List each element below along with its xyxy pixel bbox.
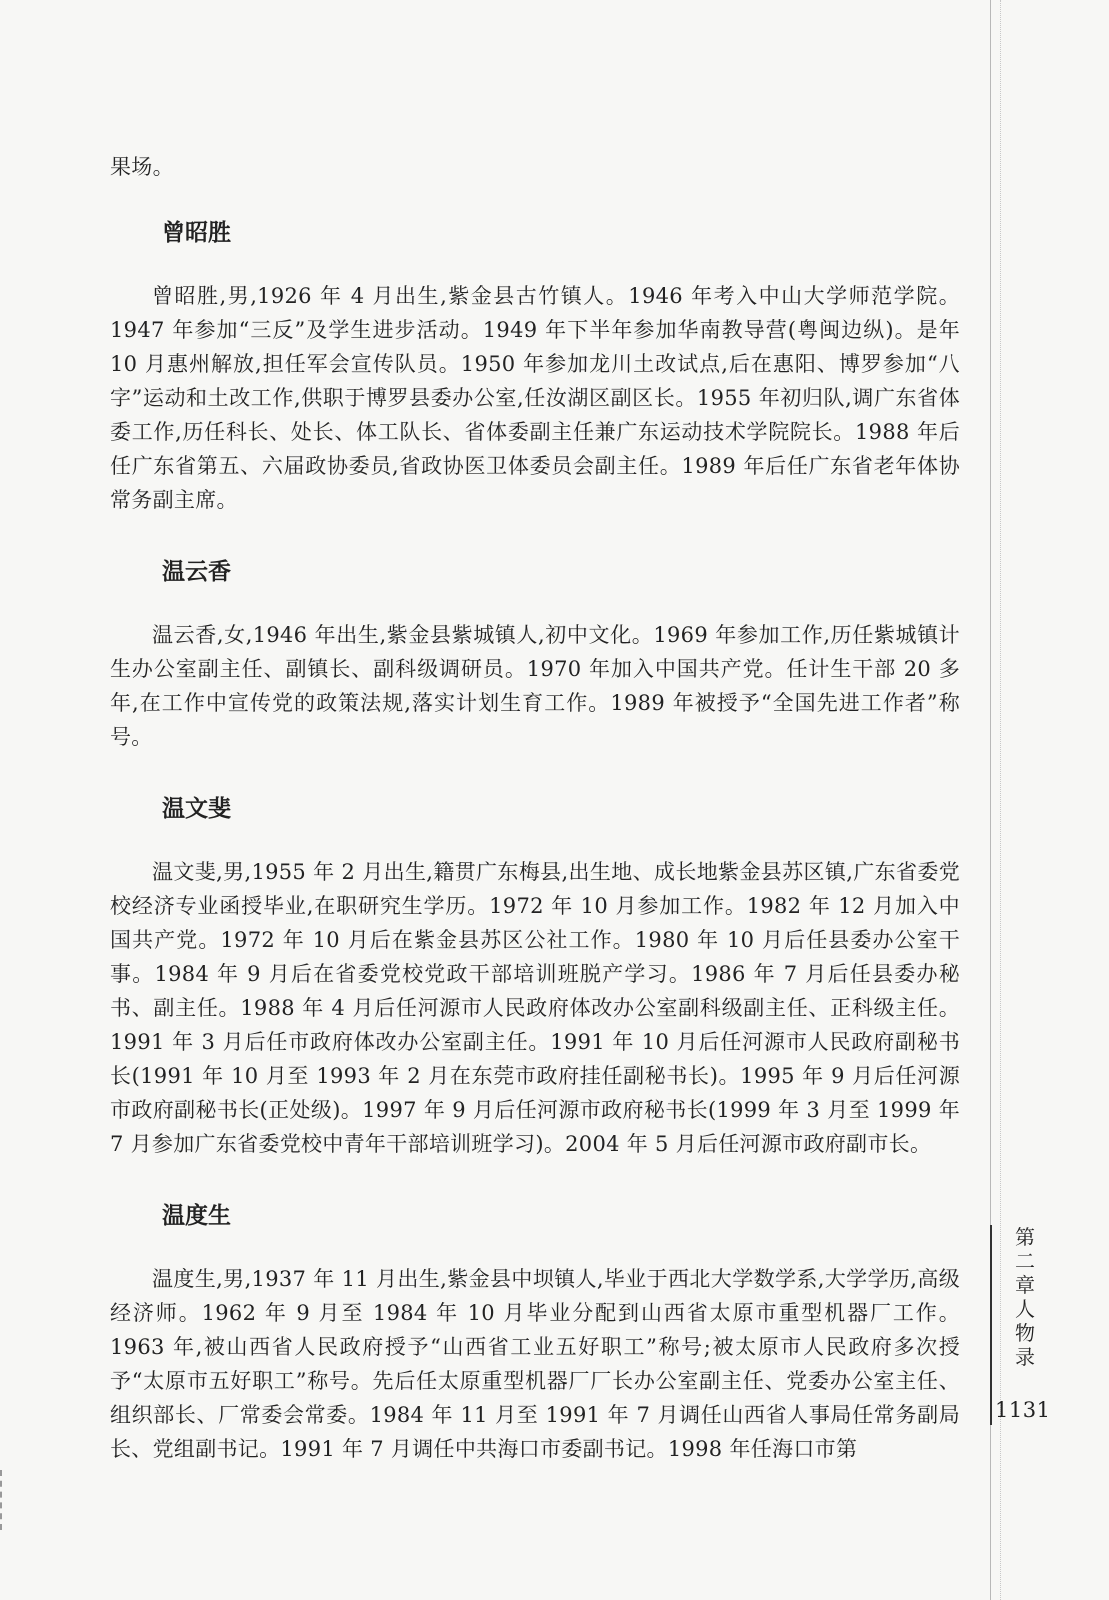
scan-artifact: [0, 1470, 6, 1530]
section-body-zeng-zhaosheng: 曾昭胜,男,1926 年 4 月出生,紫金县古竹镇人。1946 年考入中山大学师范学院。1947 年参加“三反”及学生进步活动。1949 年下半年参加华南教导营(粤闽边纵)。是年 10 月惠州解放,担任军会宣传队员。1950 年参加龙川土改试点,后在惠阳、博罗参加“八字”运动和土改工作,供职于博罗县委办公室,任汝湖区副区长。1955 年初归队,调广东省体委工作,历任科长、处长、体工队长、省体委副主任兼广东运动技术学院院长。1988 年后任广东省第五、六届政协委员,省政协医卫体委员会副主任。1989 年后任广东省老年体协常务副主席。: [110, 284, 960, 512]
page-number: 1131: [995, 1398, 1051, 1422]
section-heading-wen-wenfei: 温文斐: [162, 796, 231, 822]
section-body-wen-dusheng: 温度生,男,1937 年 11 月出生,紫金县中坝镇人,毕业于西北大学数学系,大学学历,高级经济师。1962 年 9 月至 1984 年 10 月毕业分配到山西省太原市重型机器厂工作。1963 年,被山西省人民政府授予“山西省工业五好职工”称号;被太原市人民政府多次授予“太原市五好职工”称号。先后任太原重型机器厂厂长办公室副主任、党委办公室主任、组织部长、厂常委会常委。1984 年 11 月至 1991 年 7 月调任山西省人事局任常务副局长、党组副书记。1991 年 7 月调任中共海口市委副书记。1998 年任海口市第: [110, 1267, 960, 1461]
section-heading-wen-dusheng: 温度生: [162, 1203, 231, 1229]
section-body-wen-yunxiang: 温云香,女,1946 年出生,紫金县紫城镇人,初中文化。1969 年参加工作,历任紫城镇计生办公室副主任、副镇长、副科级调研员。1970 年加入中国共产党。任计生干部 20 多年,在工作中宣传党的政策法规,落实计划生育工作。1989 年被授予“全国先进工作者”称号。: [110, 623, 960, 749]
chapter-label: 第二章 人物录: [1015, 1225, 1035, 1369]
section-body-wen-wenfei: 温文斐,男,1955 年 2 月出生,籍贯广东梅县,出生地、成长地紫金县苏区镇,广东省委党校经济专业函授毕业,在职研究生学历。1972 年 10 月参加工作。1982 年 12 月加入中国共产党。1972 年 10 月后在紫金县苏区公社工作。1980 年 10 月后任县委办公室干事。1984 年 9 月后在省委党校党政干部培训班脱产学习。1986 年 7 月后任县委办秘书、副主任。1988 年 4 月后任河源市人民政府体改办公室副科级副主任、正科级主任。1991 年 3 月后任市政府体改办公室副主任。1991 年 10 月后任河源市人民政府副秘书长(1991 年 10 月至 1993 年 2 月在东莞市政府挂任副秘书长)。1995 年 9 月后任河源市政府副秘书长(正处级)。1997 年 9 月后任河源市政府秘书长(1999 年 3 月至 1999 年 7 月参加广东省委党校中青年干部培训班学习)。2004 年 5 月后任河源市政府副市长。: [110, 860, 960, 1156]
section-heading-zeng-zhaosheng: 曾昭胜: [162, 220, 231, 246]
page-content: [110, 150, 960, 1466]
chapter-side-tab: [990, 1225, 1092, 1425]
section-heading-wen-yunxiang: 温云香: [162, 559, 231, 585]
continued-text: 果场。: [110, 155, 174, 179]
